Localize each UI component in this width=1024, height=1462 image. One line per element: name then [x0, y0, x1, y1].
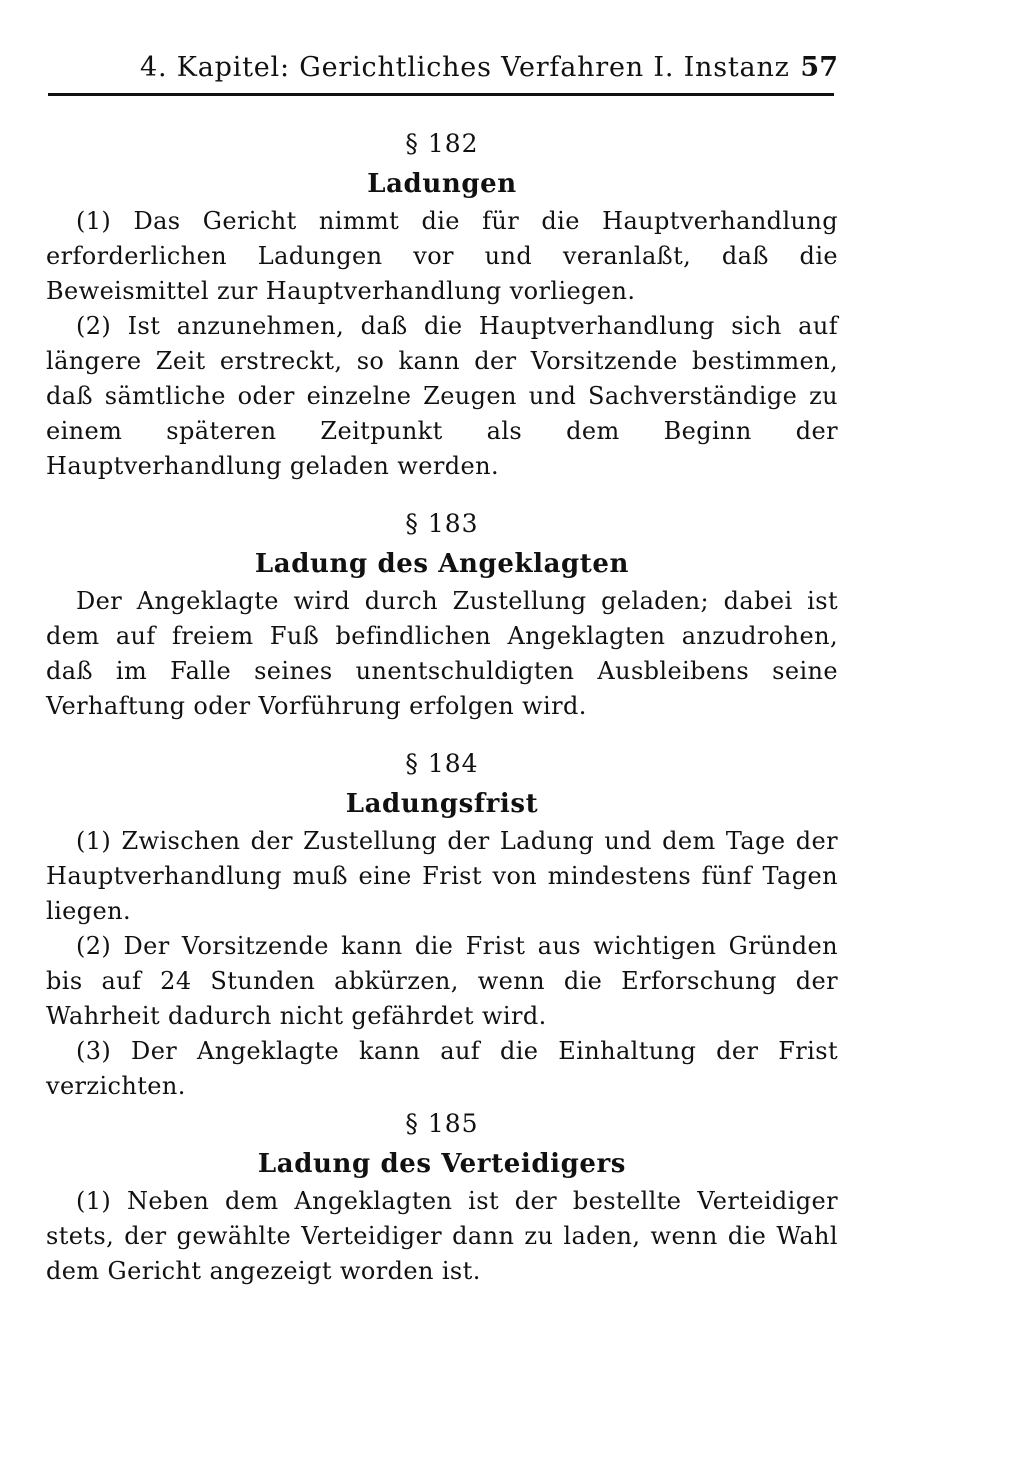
- running-head: [48, 52, 838, 92]
- paragraph: (1) Das Gericht nimmt die für die Hauptverhandlung erforderlichen Ladungen vor und veranlaßt, daß die Beweismittel zur Hauptverhandlung vorliegen.: [46, 207, 838, 305]
- page-number: 57: [800, 52, 838, 83]
- section-title: Ladung des Angeklagten: [254, 549, 630, 579]
- section-title: Ladungen: [367, 169, 517, 199]
- section-title: Ladung des Verteidigers: [257, 1149, 627, 1179]
- paragraph: (2) Der Vorsitzende kann die Frist aus wichtigen Gründen bis auf 24 Stunden abkürzen, wenn die Erforschung der Wahrheit dadurch nicht gefährdet wird.: [46, 932, 838, 1030]
- section-title: Ladungsfrist: [345, 789, 539, 819]
- running-title: 4. Kapitel: Gerichtliches Verfahren I. Instanz: [140, 52, 790, 83]
- section-183: [46, 504, 838, 724]
- section-182: [46, 124, 838, 484]
- section-185: [46, 1104, 838, 1289]
- section-number: § 184: [405, 749, 479, 778]
- paragraph: (1) Neben dem Angeklagten ist der bestellte Verteidiger stets, der gewählte Verteidiger dann zu laden, wenn die Wahl dem Gericht angezeigt worden ist.: [46, 1187, 838, 1285]
- paragraph: (2) Ist anzunehmen, daß die Hauptverhandlung sich auf längere Zeit erstreckt, so kann der Vorsitzende bestimmen, daß sämtliche oder einzelne Zeugen und Sachverständige zu einem späteren Zeitpunkt als dem Beginn der Hauptverhandlung geladen werden.: [46, 312, 838, 480]
- section-184: [46, 744, 838, 1104]
- section-number: § 183: [405, 509, 479, 538]
- paragraph: (3) Der Angeklagte kann auf die Einhaltung der Frist verzichten.: [46, 1037, 838, 1100]
- section-number: § 182: [405, 129, 479, 158]
- page-content: [46, 124, 838, 1289]
- paragraph: (1) Zwischen der Zustellung der Ladung und dem Tage der Hauptverhandlung muß eine Frist von mindestens fünf Tagen liegen.: [46, 827, 838, 925]
- header-rule: [48, 93, 834, 96]
- section-number: § 185: [405, 1109, 479, 1138]
- paragraph: Der Angeklagte wird durch Zustellung geladen; dabei ist dem auf freiem Fuß befindlichen Angeklagten anzudrohen, daß im Falle seines unentschuldigten Ausbleibens seine Verhaftung oder Vorführung erfolgen wird.: [46, 587, 838, 720]
